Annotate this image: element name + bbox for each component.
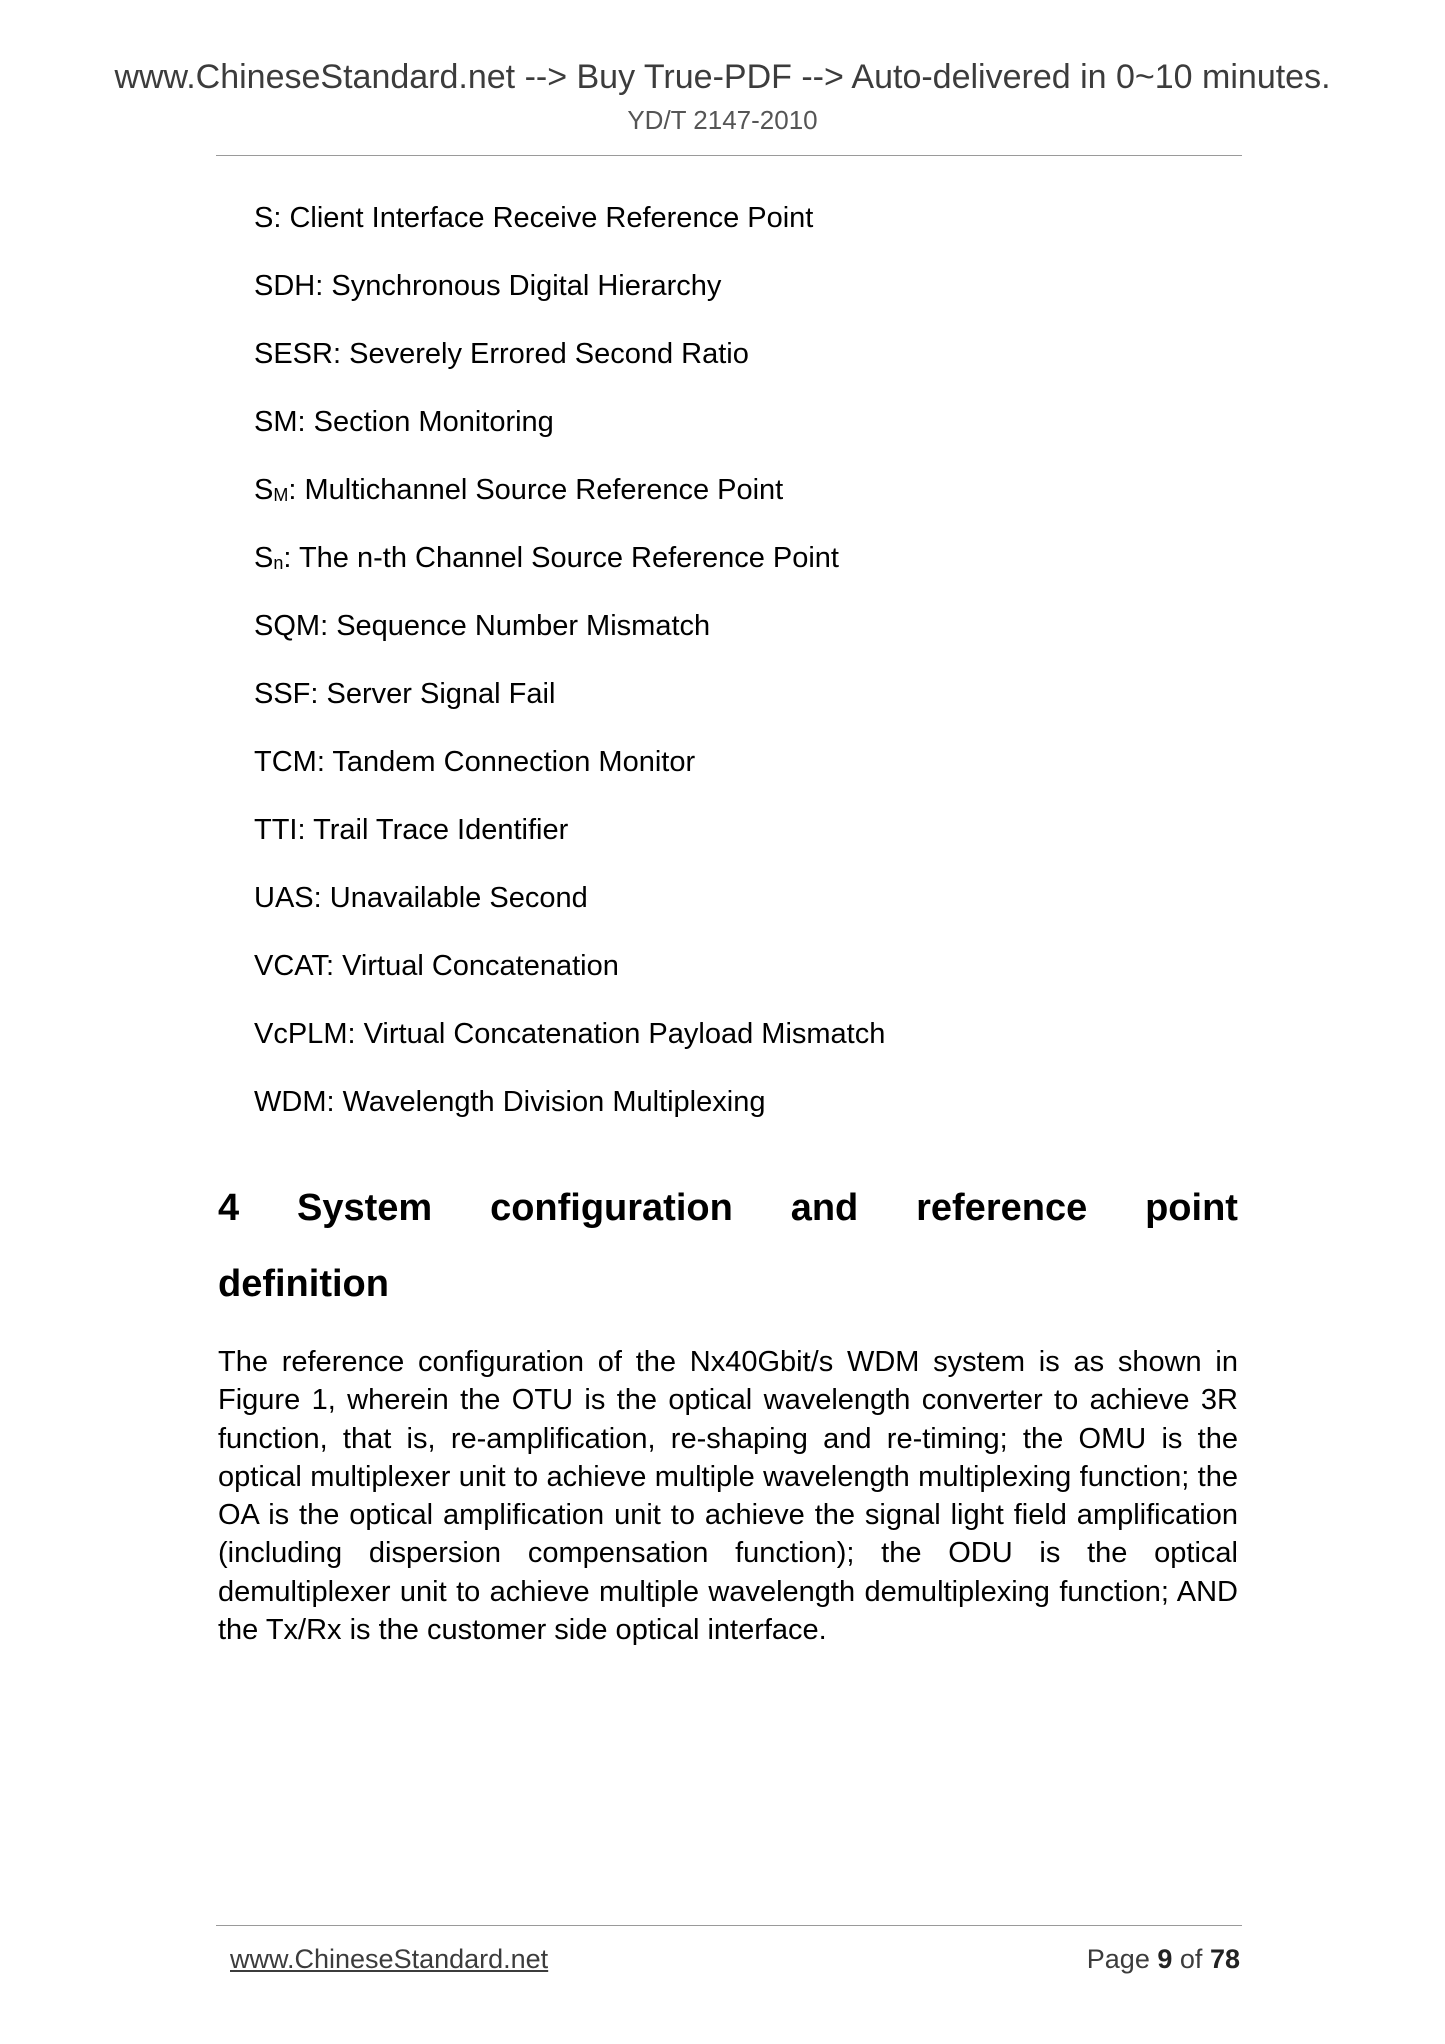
- section-title-word: and: [790, 1187, 859, 1229]
- abbreviation-term: S: [254, 202, 274, 234]
- abbreviation-definition: Synchronous Digital Hierarchy: [331, 270, 722, 302]
- abbreviation-definition: Virtual Concatenation Payload Mismatch: [363, 1018, 886, 1050]
- abbreviation-term: S: [254, 542, 274, 574]
- abbreviation-item: TTI: Trail Trace Identifier: [254, 814, 569, 846]
- section-title-word: configuration: [490, 1187, 733, 1229]
- abbreviation-definition: Client Interface Receive Reference Point: [289, 202, 814, 234]
- abbreviation-definition: Section Monitoring: [313, 406, 554, 438]
- section-title-word: System: [297, 1187, 433, 1229]
- abbreviation-definition: Tandem Connection Monitor: [332, 746, 696, 778]
- abbreviation-definition: Sequence Number Mismatch: [336, 610, 711, 642]
- abbreviation-term: SM: [254, 406, 298, 438]
- abbreviation-definition: Multichannel Source Reference Point: [304, 474, 784, 506]
- body-paragraph: The reference configuration of the Nx40Gbit/s WDM system is as shown in Figure 1, wherein the OTU is the optical wavelength converter to achieve 3R function, that is, re-amplification, re-shaping and re-timing; the OMU is the optical multiplexer unit to achieve multiple wavelength multiplexing function; the OA is the optical amplification unit to achieve the signal light field amplification (including dispersion compensation function); the ODU is the optical demultiplexer unit to achieve multiple wavelength demultiplexing function; AND the Tx/Rx is the customer side optical interface.: [218, 1346, 1238, 1647]
- abbreviation-item: SESR: Severely Errored Second Ratio: [254, 338, 749, 370]
- abbreviation-item: UAS: Unavailable Second: [254, 882, 588, 914]
- abbreviation-list: [254, 198, 885, 1150]
- abbreviation-subscript: n: [273, 553, 284, 573]
- total-pages: 78: [1209, 1944, 1240, 1974]
- abbreviation-definition: Server Signal Fail: [326, 678, 556, 710]
- section-heading: [218, 1170, 1238, 1322]
- header-banner: www.ChineseStandard.net --> Buy True-PDF --> Auto-delivered in 0~10 minutes.: [114, 58, 1331, 96]
- abbreviation-item: SQM: Sequence Number Mismatch: [254, 610, 711, 642]
- section-title-word: point: [1145, 1187, 1238, 1229]
- footer-divider: [216, 1925, 1242, 1926]
- page-indicator: [1087, 1942, 1240, 1976]
- abbreviation-definition: Virtual Concatenation: [342, 950, 619, 982]
- abbreviation-item: TCM: Tandem Connection Monitor: [254, 746, 696, 778]
- abbreviation-term: UAS: [254, 882, 314, 914]
- section-title-continuation: definition: [218, 1263, 389, 1305]
- abbreviation-definition: Severely Errored Second Ratio: [349, 338, 749, 370]
- abbreviation-item: SM: Section Monitoring: [254, 406, 554, 438]
- abbreviation-term: TCM: [254, 746, 317, 778]
- footer-website-link[interactable]: www.ChineseStandard.net: [230, 1944, 549, 1974]
- abbreviation-term: TTI: [254, 814, 298, 846]
- section-number: 4: [218, 1187, 240, 1229]
- abbreviation-item: VCAT: Virtual Concatenation: [254, 950, 619, 982]
- abbreviation-item: SDH: Synchronous Digital Hierarchy: [254, 270, 722, 302]
- document-code: YD/T 2147-2010: [627, 105, 818, 135]
- abbreviation-definition: Wavelength Division Multiplexing: [342, 1086, 766, 1118]
- abbreviation-term: WDM: [254, 1086, 327, 1118]
- abbreviation-term: VcPLM: [254, 1018, 348, 1050]
- abbreviation-item: S: Client Interface Receive Reference Point: [254, 202, 814, 234]
- abbreviation-subscript: M: [273, 485, 289, 505]
- abbreviation-definition: The n-th Channel Source Reference Point: [298, 542, 839, 574]
- abbreviation-term: VCAT: [254, 950, 326, 982]
- abbreviation-term: SDH: [254, 270, 316, 302]
- page-number: 9: [1157, 1944, 1173, 1974]
- abbreviation-item: $S_n$: The n-th Channel Source Reference Point: [254, 542, 839, 574]
- abbreviation-item: $S_M$: Multichannel Source Reference Point: [254, 474, 784, 506]
- abbreviation-term: SQM: [254, 610, 321, 642]
- abbreviation-term: SESR: [254, 338, 333, 370]
- page-label: Page: [1086, 1944, 1150, 1974]
- abbreviation-definition: Trail Trace Identifier: [313, 814, 569, 846]
- header-divider: [216, 155, 1242, 156]
- section-title-word: reference: [916, 1187, 1088, 1229]
- of-label: of: [1179, 1944, 1203, 1974]
- abbreviation-item: WDM: Wavelength Division Multiplexing: [254, 1086, 766, 1118]
- abbreviation-definition: Unavailable Second: [329, 882, 588, 914]
- section-heading-line: [218, 1170, 1238, 1246]
- abbreviation-item: SSF: Server Signal Fail: [254, 678, 556, 710]
- abbreviation-item: VcPLM: Virtual Concatenation Payload Mismatch: [254, 1018, 886, 1050]
- abbreviation-term: SSF: [254, 678, 311, 710]
- abbreviation-term: S: [254, 474, 274, 506]
